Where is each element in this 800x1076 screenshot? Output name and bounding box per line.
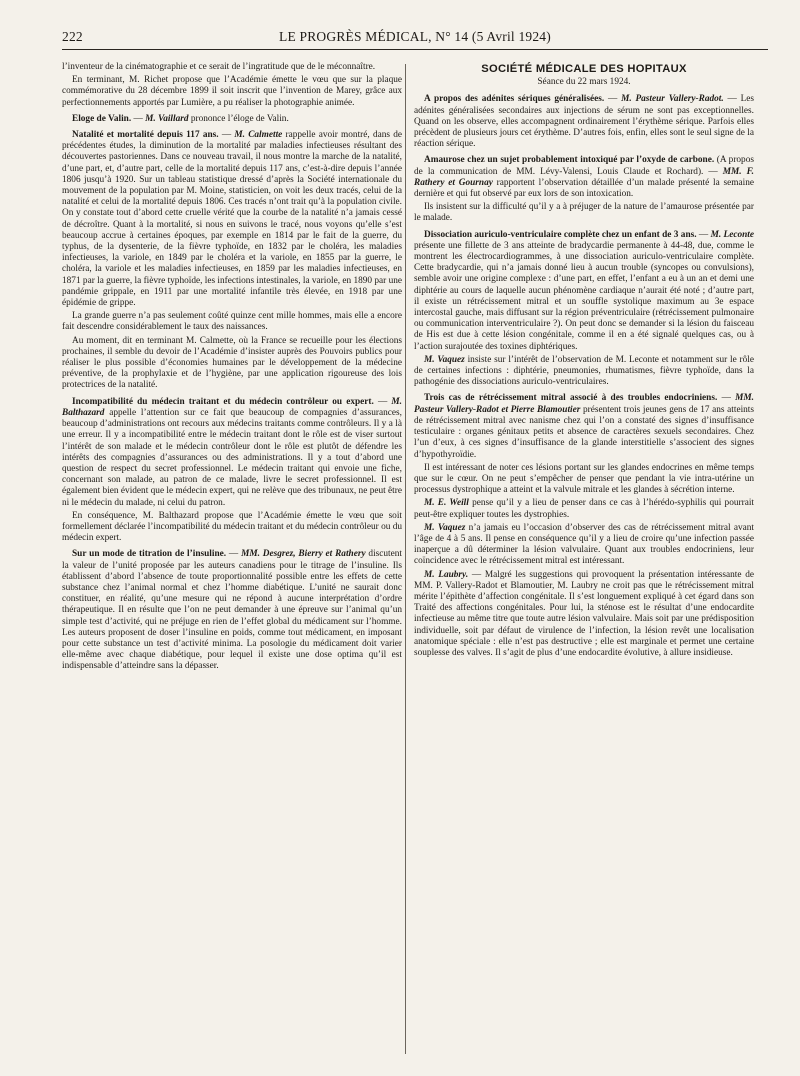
article-text: (A propos de la communication de MM. Lévy-Valensi, Louis Claude et Rochard). — bbox=[414, 155, 754, 177]
author-name: M. Laubry. bbox=[424, 569, 469, 580]
section-date: Séance du 22 mars 1924. bbox=[537, 77, 631, 88]
paragraph: Au moment, dit en terminant M. Calmette, où la France se recueille pour les élections prochaines, il semble du devoir de l’Académie d’insister auprès des Pouvoirs publics pour réaliser le plus possible d’économies humaines par le développement de la médecine préventive, de la prophylaxie et de l’hygiène, par une application rigoureuse des lois protectrices de la natalité. bbox=[62, 335, 402, 391]
journal-title: LE PROGRÈS MÉDICAL, N° 14 (5 Avril 1924) bbox=[279, 29, 551, 44]
article-text: — Malgré les suggestions qui provoquent la présentation intéressante de MM. P. Vallery-Radot et Blamoutier, M. Laubry ne croit pas que le rétrécissement mitral mérite l’épithète d’affection congénitale. Il s’est longuement expliqué à cet égard dans son Traité des affections congénitales. Pour lui, la sténose est le résultat d’une endocardite infectieuse au même titre que toute autre lésion valvulaire. Mais soit par une prédisposition individuelle, soit par défaut de virulence de l’infection, la lésion revêt une localisation anatomique spéciale : elle n’est pas destructive ; elle est marginale et permet une certaine souplesse des valves. Il s’agit de plus d’une endocardite évolutive, à allure insidieuse. bbox=[414, 569, 754, 658]
author-name: M. Leconte bbox=[710, 229, 755, 240]
paragraph: Il est intéressant de noter ces lésions portant sur les glandes endocrines en même temps que sur le cœur. On ne peut s’empêcher de penser que pendant la vie intra-utérine un processus dystrophique a atteint et la valvule mitrale et les glandes à sécrétion interne. bbox=[414, 462, 754, 496]
paragraph bbox=[414, 498, 754, 520]
author-name: M. Pasteur Vallery-Radot. bbox=[621, 94, 724, 105]
author-name: M. Vaquez bbox=[424, 354, 465, 365]
article-heading: Trois cas de rétrécissement mitral associé à des troubles endocriniens. bbox=[424, 393, 718, 404]
article-text: rappelle avoir montré, dans de précédentes études, la diminution de la mortalité par maladies infectieuses résultant des découvertes pastoriennes. Dans ce nouveau travail, il nous montre la marche de la natalité, d’une part, et, d’autre part, celle de la mortalité depuis 117 ans, c’est-à-dire depuis l’année 1806 jusqu’à 1920. Sur un tableau statistique dressé d’après la Société internationale du mouvement de la population par M. Moine, statisticien, on voit les deux tracés, celui de la natalité et celui de la mortalité depuis 1806. Ces tracés n’ont trait qu’à la population civile. On y constate tout d’abord cette cruelle vérité que la courbe de la natalité n’a jamais cessé de décroître. Quant à la mortalité, si nous en suivons le tracé, nous voyons qu’elle s’est beaucoup accrue à certaines époques, par exemple en 1814 par le fait de la guerre, du typhus, de la dysenterie, de la fièvre typhoïde, en 1832 par le choléra, les maladies infectieuses, la variole, en 1849 par le choléra et la variole, en 1855 par la guerre, le choléra, la variole et les maladies infectieuses, en 1859 par les maladies infectieuses, en 1871 par la guerre, la fièvre typhoïde, les infections intestinales, la variole, en 1890 par une pandémie grippale, en 1911 par une mortalité infantile très élevée, en 1918 par une épidémie de grippe. bbox=[62, 130, 402, 309]
article-natalite bbox=[62, 130, 402, 309]
author-name: MM. F. Rathery et Gournay bbox=[414, 166, 754, 188]
article-dissociation bbox=[414, 230, 754, 353]
article-eloge bbox=[62, 114, 402, 125]
paragraph: l’inventeur de la cinématographie et ce serait de l’ingratitude que de le méconnaître. bbox=[62, 62, 376, 72]
separator: — bbox=[604, 94, 622, 105]
article-text: discutent la valeur de l’unité proposée par les auteurs canadiens pour le titrage de l’insuline. Ils établissent d’abord l’absence de toute proportionnalité possible entre les effets de cette substance chez l’animal normal et chez l’homme diabétique. L’unité ne saurait donc constituer, en réalité, qu’une mesure qui ne répond à aucune interprétation d’ordre thérapeutique. Il en résulte que l’on ne peut demander à une épreuve sur l’animal qu’un simple test d’activité, qui ne préjuge en rien de l’effet global du médicament sur l’homme. Les auteurs proposent de doser l’insuline en poids, comme tout médicament, en imposant pour cette substance un test d’activité minima. La posologie du médicament doit varier elle-même avec chaque diabétique, pour lequel il existe une dose optima qu’il est indispensable d’atteindre sans la dépasser. bbox=[62, 549, 402, 672]
article-text: prononce l’éloge de Valin. bbox=[188, 113, 289, 124]
article-heading: Sur un mode de titration de l’insuline. bbox=[72, 549, 227, 560]
page-number: 222 bbox=[62, 29, 83, 44]
article-heading: Incompatibilité du médecin traitant et du médecin contrôleur ou expert. bbox=[72, 396, 374, 407]
article-text: n’a jamais eu l’occasion d’observer des cas de rétrécissement mitral avant l’âge de 4 à 5 ans. Il pense en conséquence qu’il y a lieu de croire qu’une infection passée inaperçue a dû déterminer la lésion valvulaire. Quant aux troubles endocriniens, leur coïncidence avec le rétrécissement mitral est intéressant. bbox=[414, 522, 755, 567]
section-title: SOCIÉTÉ MÉDICALE DES HOPITAUX bbox=[481, 63, 687, 75]
paragraph: Ils insistent sur la difficulté qu’il y a à préjuger de la nature de l’amaurose présentée par le malade. bbox=[414, 202, 754, 224]
right-column bbox=[414, 62, 754, 1062]
paragraph: En conséquence, M. Balthazard propose que l’Académie émette le vœu que soit formellement déclarée l’incompatibilité du médecin traitant et du médecin contrôleur ou du médecin expert. bbox=[62, 510, 402, 544]
article-heading: A propos des adénites sériques généralisées. bbox=[424, 94, 605, 105]
article-retrecissement bbox=[414, 393, 754, 460]
article-text: pense qu’il y a lieu de penser dans ce cas à l’hérédo-syphilis qui pourrait peut-être expliquer toutes les dystrophies. bbox=[414, 498, 754, 520]
separator: — bbox=[717, 393, 736, 404]
article-amaurose bbox=[414, 155, 754, 200]
article-insuline bbox=[62, 549, 402, 672]
article-text: rapportent l’observation détaillée d’un malade présenté la semaine dernière et qui fut observé par eux lors de son intoxication. bbox=[414, 177, 754, 200]
article-heading: Natalité et mortalité depuis 117 ans. bbox=[72, 130, 219, 141]
article-text: insiste sur l’intérêt de l’observation de M. Leconte et notamment sur le rôle de certaines infections : diphtérie, pneumonies, rhumatismes, fièvre typhoïde, dans la pathogénie des dissociations auriculo-ventriculaires. bbox=[414, 354, 754, 388]
article-text: appelle l’attention sur ce fait que beaucoup de compagnies d’assurances, beaucoup d’administrations ont recours aux médecins traitants comme contrôleurs. Il y a là une erreur. Il y a incompatibilité entre le médecin traitant dont le rôle est de viser surtout l’intérêt de son malade et le médecin contrôleur dont le rôle est plutôt de défendre les intérêts des compagnies d’assurances ou des administrations. Il y a tout d’abord une question de respect du secret professionnel. Le médecin traitant qui envoie une fiche, concernant son malade, au patron de ce malade, livre le secret professionnel. Il est également bien évident que le médecin expert, qui ne relève que des tribunaux, ne peut être ni le médecin du malade, ni celui du patron. bbox=[62, 407, 402, 508]
paragraph: En terminant, M. Richet propose que l’Académie émette le vœu que sur la plaque commémorative du 28 décembre 1899 il soit inscrit que l’invention de Marey, grâce aux perfectionnements apportés par Lumière, a pu réaliser la photographie animée. bbox=[62, 75, 402, 108]
separator: — bbox=[373, 396, 392, 407]
column-divider bbox=[405, 64, 406, 1054]
separator: — bbox=[226, 549, 242, 560]
separator: — bbox=[696, 229, 711, 240]
left-column bbox=[62, 62, 402, 1062]
header-rule bbox=[62, 49, 768, 50]
article-text: présentent trois jeunes gens de 17 ans atteints de rétrécissement mitral avec nanisme chez qui l’on a constaté des signes d’insuffisance testiculaire : organes génitaux petits et absence de caractères sexuels secondaires. Chez l’un d’eux, à ces signes d’insuffisance de la glande interstitielle s’associent des signes d’hypothyroïdie. bbox=[414, 404, 754, 460]
paragraph: La grande guerre n’a pas seulement coûté quinze cent mille hommes, mais elle a encore fait descendre considérablement le taux des naissances. bbox=[62, 311, 402, 333]
author-name: M. Vaillard bbox=[145, 113, 189, 124]
separator: — bbox=[131, 113, 146, 124]
author-name: MM. Pasteur Vallery-Radot et Pierre Blamoutier bbox=[414, 393, 754, 415]
author-name: M. Balthazard bbox=[62, 396, 402, 418]
separator: — bbox=[218, 130, 235, 141]
article-incompatibilite bbox=[62, 397, 402, 509]
article-heading: Dissociation auriculo-ventriculaire complète chez un enfant de 3 ans. bbox=[424, 229, 697, 240]
author-name: M. Vaquez bbox=[424, 522, 466, 533]
article-heading: Eloge de Valin. bbox=[72, 113, 132, 124]
paragraph bbox=[414, 570, 754, 660]
article-text: — Les adénites généralisées secondaires aux injections de sérum ne sont pas exceptionnelles. Quand on les observe, elles accompagnent ordinairement l’érythème sérique. Parfois elles précèdent de plusieurs jours cet érythème. D’autres fois, enfin, elles sont le seul signe de la réaction sérique. bbox=[414, 94, 755, 150]
paragraph bbox=[414, 523, 754, 568]
author-name: M. E. Weill bbox=[424, 498, 469, 509]
article-text: présente une fillette de 3 ans atteinte de bradycardie permanente à 44-48, due, comme le montrent les électrocardiogrammes, à une dissociation auriculo-ventriculaire complète. Cette bradycardie, qui n’a jamais donné lieu à aucun trouble (syncopes ou convulsions), semble avoir une origine complexe : d’une part, en effet, l’enfant a eu à un an et demi une diphtérie au cours de laquelle aucun phénomène cardiaque n’aurait été noté ; d’autre part, il existe un rétrécissement mitral et un souffle systolique maximum au 3e espace intercostal gauche, mais diffusant sur la région préventriculaire (rétrécissement pulmonaire ou communication interventriculaire ?). On peut donc se demander si la lésion du faisceau de His est due à cette lésion congénitale, comme il en a été signalé quelques cas, ou à l’action surajoutée des toxines diphtériques. bbox=[414, 240, 754, 352]
article-heading: Amaurose chez un sujet probablement intoxiqué par l’oxyde de carbone. bbox=[424, 155, 715, 166]
paragraph bbox=[414, 355, 754, 389]
article-adenites bbox=[414, 94, 754, 150]
author-name: MM. Desgrez, Bierry et Rathery bbox=[241, 549, 366, 560]
author-name: M. Calmette bbox=[234, 130, 283, 141]
